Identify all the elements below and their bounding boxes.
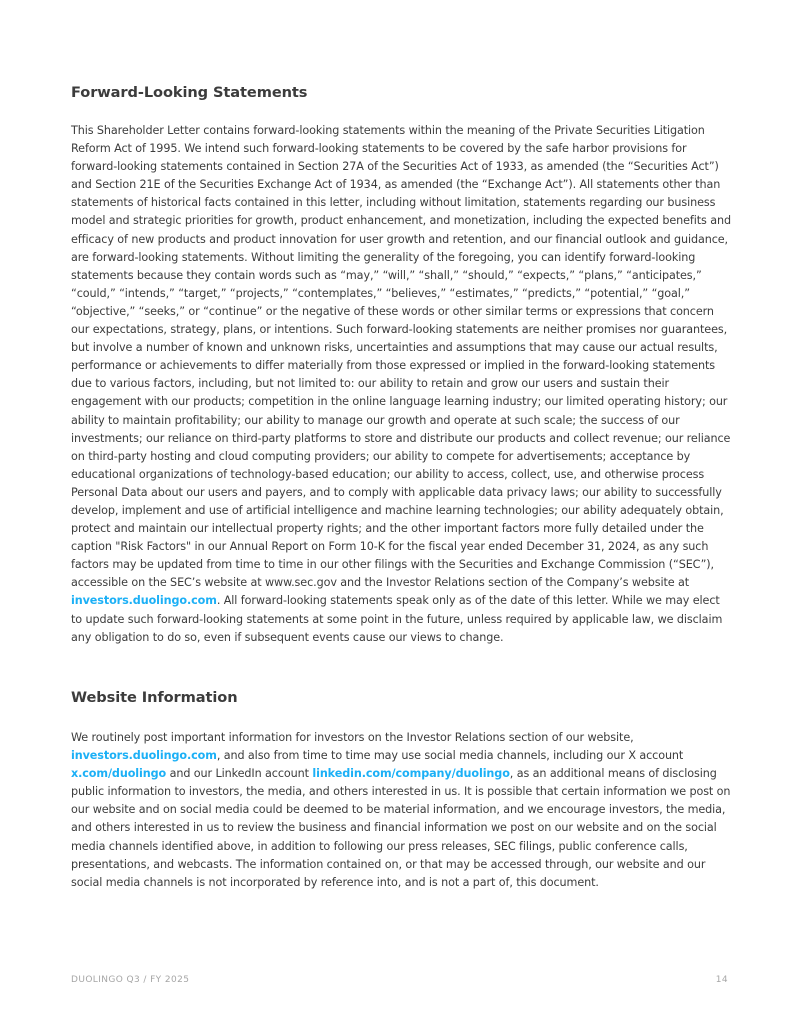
fls-text-part1: This Shareholder Letter contains forward-looking statements within the meaning of the Private Securities Litigation Reform Act of 1995. We intend such forward-looking statements to be covered by the safe harbor provisions for forward-looking statements contained in Section 27A of the Securities Act of 1933, as amended (the “Securities Act”) and Section 21E of the Securities Exchange Act of 1934, as amended (the “Exchange Act”). All statements other than statements of historical facts contained in this letter, including without limitation, statements regarding our business model and strategic priorities for growth, product enhancement, and monetization, including the expected benefits and efficacy of new products and product innovation for user growth and retention, and our financial outlook and guidance, are forward-looking statements. Without limiting the generality of the foregoing, you can identify forward-looking statements because they contain words such as “may,” “will,” “shall,” “should,” “expects,” “plans,” “anticipates,” “could,” “intends,” “target,” “projects,” “contemplates,” “believes,” “estimates,” “predicts,” “potential,” “goal,” “objective,” “seeks,” or “continue” or the negative of these words or other similar terms or expressions that concern our expectations, strategy, plans, or intentions. Such forward-looking statements are neither promises nor guarantees, but involve a number of known and unknown risks, uncertainties and assumptions that may cause our actual results, performance or achievements to differ materially from those expressed or implied in the forward-looking statements due to various factors, including, but not limited to: our ability to retain and grow our users and sustain their engagement with our products; competition in the online language learning industry; our limited operating history; our ability to maintain profitability; our ability to manage our growth and operate at such scale; the success of our investments; our reliance on third-party platforms to store and distribute our products and collect revenue; our reliance on third-party hosting and cloud computing providers; our ability to compete for advertisements; acceptance by educational organizations of technology-based education; our ability to access, collect, use, and otherwise process Personal Data about our users and payers, and to comply with applicable data privacy laws; our ability to successfully develop, implement and use of artificial intelligence and machine learning technologies; our ability adequately obtain, protect and maintain our intellectual property rights; and the other important factors more fully detailed under the caption "Risk Factors" in our Annual Report on Form 10-K for the fiscal year ended December 31, 2024, as any such factors may be updated from time to time in our other filings with the Securities and Exchange Commission (“SEC”), accessible on the SEC’s website at www.sec.gov and the Investor Relations section of the Company’s website at xyxy=(71,124,731,590)
investors-link[interactable]: investors.duolingo.com xyxy=(71,594,217,608)
forward-looking-paragraph xyxy=(71,122,731,647)
web-text-part1: We routinely post important information for investors on the Investor Relations section of our website, xyxy=(71,731,634,744)
website-information-paragraph xyxy=(71,729,731,892)
footer-report-label: DUOLINGO Q3 / FY 2025 xyxy=(71,975,190,985)
footer-page-number: 14 xyxy=(715,975,728,985)
linkedin-link[interactable]: linkedin.com/company/duolingo xyxy=(312,767,510,781)
section-heading-forward-looking: Forward-Looking Statements xyxy=(71,84,308,101)
x-account-link[interactable]: x.com/duolingo xyxy=(71,767,167,781)
web-text-part2: , and also from time to time may use social media channels, including our X account xyxy=(216,749,684,763)
section-heading-website-information: Website Information xyxy=(71,689,238,706)
fls-text-part2: . All forward-looking statements speak only as of the date of this letter. While we may elect to update such forward-looking statements at some point in the future, unless required by applicable law, we disclaim any obligation to do so, even if subsequent events cause our views to change. xyxy=(71,594,723,644)
investors-link-2[interactable]: investors.duolingo.com xyxy=(71,749,217,763)
web-text-part3: and our LinkedIn account xyxy=(166,767,313,781)
web-text-part4: , as an additional means of disclosing public information to investors, the media, and others interested in us. It is possible that certain information we post on our website and on social media could be deemed to be material information, and we encourage investors, the media, and others interested in us to review the business and financial information we post on our website and on the social media channels identified above, in addition to following our press releases, SEC filings, public conference calls, presentations, and webcasts. The information contained on, or that may be accessed through, our website and our social media channels is not incorporated by reference into, and is not a part of, this document. xyxy=(71,767,731,889)
